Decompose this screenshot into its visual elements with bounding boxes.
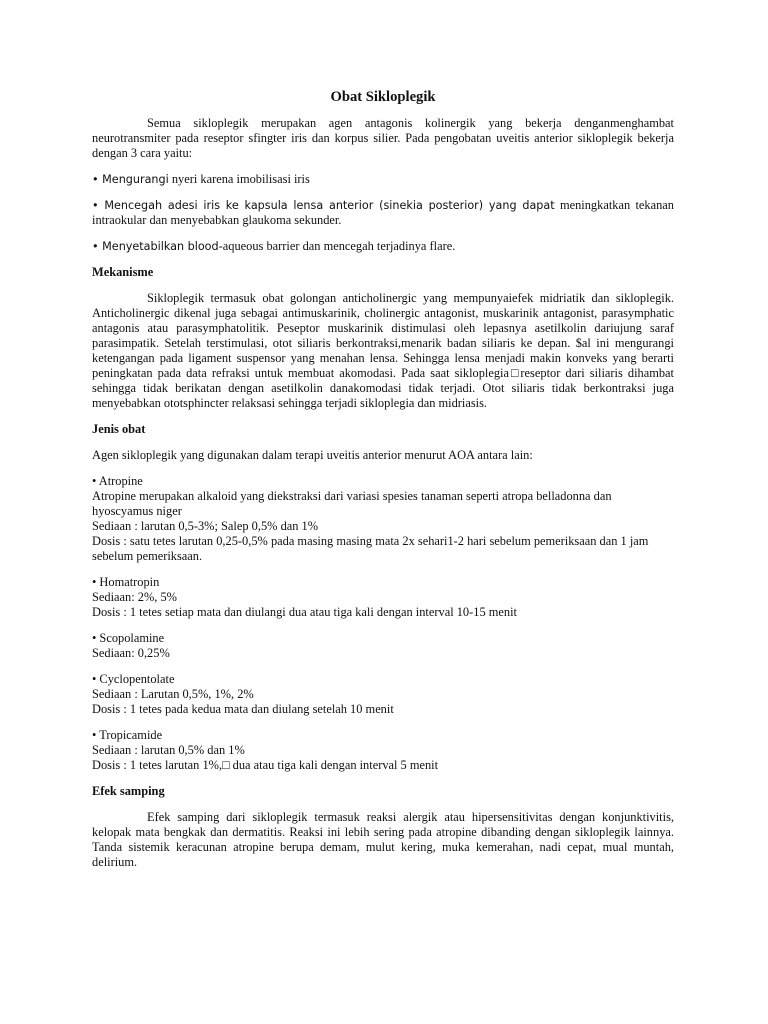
drug-name: • Homatropin bbox=[92, 575, 160, 589]
drug-entry bbox=[92, 728, 674, 773]
document-title: Obat Sikloplegik bbox=[330, 89, 436, 105]
intro-paragraph: Semua sikloplegik merupakan agen antagonis kolinergik yang bekerja denganmenghambat neurotransmiter pada reseptor sfingter iris dan korpus silier. Pada pengobatan uveitis anterior sikloplegik bekerja dengan 3 cara yaitu: bbox=[92, 116, 674, 160]
drug-detail-line: Dosis : satu tetes larutan 0,25-0,5% pada masing masing mata 2x sehari1-2 hari sebelum pemeriksaan dan 1 jam sebelum pemeriksaan. bbox=[92, 534, 649, 563]
bullet-lead: • Menyetabilkan blood bbox=[92, 240, 219, 253]
bullet-rest: -aqueous barrier dan mencegah terjadinya flare. bbox=[218, 239, 456, 253]
drug-list bbox=[92, 474, 674, 784]
document-body bbox=[92, 88, 674, 870]
drug-detail-line: Sediaan : larutan 0,5% dan 1% bbox=[92, 743, 245, 757]
drug-detail-line: Dosis : 1 tetes larutan 1%,□ dua atau tiga kali dengan interval 5 menit bbox=[92, 758, 439, 772]
efek-paragraph: Efek samping dari sikloplegik termasuk reaksi alergik atau hipersensitivitas dengan konjunktivitis, kelopak mata bengkak dan dermatitis. Reaksi ini lebih sering pada atropine dibanding dengan sikloplegik lainnya. Tanda sistemik keracunan atropine berupa demam, mulut kering, muka kemerahan, nadi cepat, mual muntah, delirium. bbox=[92, 810, 674, 869]
bullet-item bbox=[92, 172, 674, 187]
drug-detail-line: Dosis : 1 tetes setiap mata dan diulangi dua atau tiga kali dengan interval 10-15 menit bbox=[92, 605, 517, 619]
section-heading-jenis-obat: Jenis obat bbox=[92, 422, 146, 436]
drug-name: • Scopolamine bbox=[92, 631, 165, 645]
section-heading-mekanisme: Mekanisme bbox=[92, 265, 154, 279]
bullet-item bbox=[92, 198, 674, 228]
drug-name: • Atropine bbox=[92, 474, 143, 488]
bullet-item bbox=[92, 239, 674, 254]
bullet-rest: meningkatkan tekanan intraokular dan menyebabkan glaukoma sekunder. bbox=[92, 198, 674, 227]
jenis-intro: Agen sikloplegik yang digunakan dalam terapi uveitis anterior menurut AOA antara lain: bbox=[92, 448, 533, 462]
bullet-rest: nyeri karena imobilisasi iris bbox=[168, 172, 310, 186]
drug-entry bbox=[92, 631, 674, 661]
mekanisme-paragraph: Sikloplegik termasuk obat golongan anticholinergic yang mempunyaiefek midriatik dan sikloplegik. Anticholinergic dikenal juga sebagai antimuskarinik, cholinergic antagonist, muskarinik antagonist, parasymphatic antagonis atau parasymphatolitik. Peseptor muskarinik distimulasi oleh lepasnya asetilkolin dariujung saraf parasimpatik. Setelah terstimulasi, otot siliaris berkontraksi,menarik badan siliaris ke depan. $al ini mengurangi ketengangan pada ligament suspensor yang menahan lensa. Sehingga lensa menjadi makin konveks yang berarti peningkatan pada data refraksi untuk membuat akomodasi. Pada saat sikloplegia□reseptor dari siliaris dihambat sehingga tidak berikatan dengan asetilkolin danakomodasi tidak terjadi. Otot siliaris tidak berkontraksi juga menyebabkan ototsphincter relaksasi sehingga terjadi sikloplegia dan midriasis. bbox=[92, 291, 674, 410]
bullet-lead: • Mengurangi bbox=[92, 173, 169, 186]
section-heading-efek-samping: Efek samping bbox=[92, 784, 165, 798]
drug-detail-line: Sediaan: 0,25% bbox=[92, 646, 170, 660]
drug-detail-line: Sediaan : larutan 0,5-3%; Salep 0,5% dan 1% bbox=[92, 519, 319, 533]
drug-name: • Cyclopentolate bbox=[92, 672, 175, 686]
drug-detail-line: Dosis : 1 tetes pada kedua mata dan diulang setelah 10 menit bbox=[92, 702, 394, 716]
drug-entry bbox=[92, 672, 674, 717]
bullet-lead: • Mencegah adesi iris ke kapsula lensa anterior (sinekia posterior) yang dapat bbox=[92, 199, 555, 212]
drug-detail-line: Atropine merupakan alkaloid yang diekstraksi dari variasi spesies tanaman seperti atropa belladonna dan hyoscyamus niger bbox=[92, 489, 612, 518]
drug-detail-line: Sediaan: 2%, 5% bbox=[92, 590, 177, 604]
drug-detail-line: Sediaan : Larutan 0,5%, 1%, 2% bbox=[92, 687, 254, 701]
drug-entry bbox=[92, 575, 674, 620]
drug-name: • Tropicamide bbox=[92, 728, 163, 742]
drug-entry bbox=[92, 474, 674, 564]
